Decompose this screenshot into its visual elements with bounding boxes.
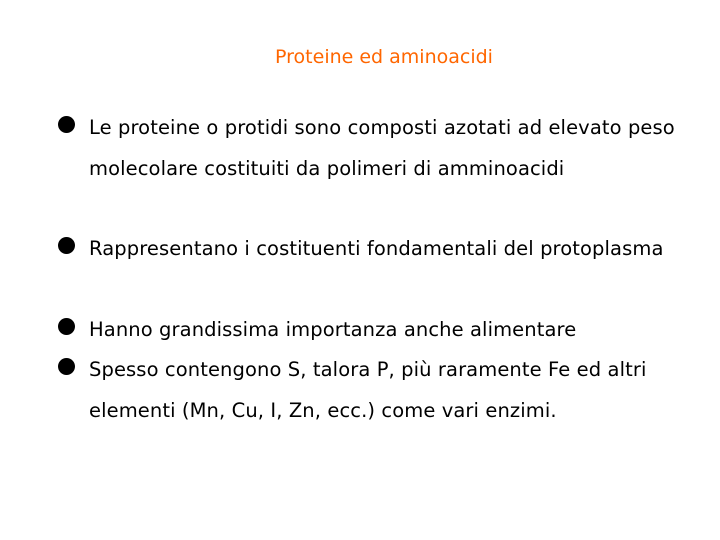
slide-title: Proteine ed aminoacidi xyxy=(275,46,493,68)
bullet-item xyxy=(58,310,678,351)
bullet-icon xyxy=(58,358,75,375)
bullet-icon xyxy=(58,116,75,133)
bullet-icon xyxy=(58,237,75,254)
bullet-text: Spesso contengono S, talora P, più raramente Fe ed altri elementi (Mn, Cu, I, Zn, ecc.) come vari enzimi. xyxy=(89,358,647,422)
bullet-item xyxy=(58,229,678,270)
bullet-text: Le proteine o protidi sono composti azotati ad elevato peso molecolare costituiti da polimeri di amminoacidi xyxy=(89,116,675,180)
bullet-icon xyxy=(58,318,75,335)
bullet-text: Hanno grandissima importanza anche alimentare xyxy=(89,318,577,341)
bullet-text: Rappresentano i costituenti fondamentali del protoplasma xyxy=(89,237,664,260)
bullet-item xyxy=(58,108,678,189)
bullet-item xyxy=(58,350,678,431)
